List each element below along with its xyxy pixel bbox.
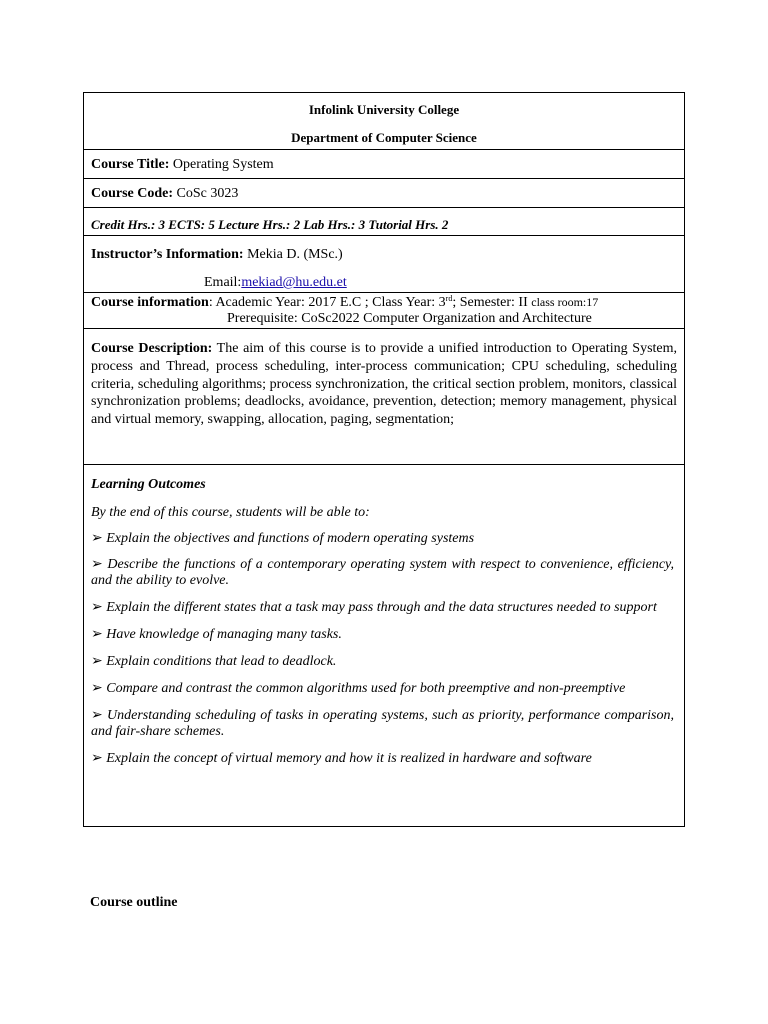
classroom-text: class room:17 bbox=[531, 295, 599, 309]
learning-outcomes-intro: By the end of this course, students will be able to: bbox=[91, 505, 370, 520]
course-code-value: CoSc 3023 bbox=[173, 186, 239, 201]
course-title-value: Operating System bbox=[169, 157, 274, 172]
credit-hours-row bbox=[84, 208, 684, 236]
list-item bbox=[91, 557, 674, 589]
learning-outcomes-title: Learning Outcomes bbox=[91, 477, 206, 492]
course-information-label: Course information bbox=[91, 295, 209, 310]
semester-text: ; Semester: II bbox=[452, 295, 532, 310]
course-description-row bbox=[84, 329, 684, 465]
outcome-text: Explain the different states that a task may pass through and the data structures needed to support bbox=[102, 600, 657, 615]
course-info-table bbox=[83, 92, 685, 827]
list-item bbox=[91, 600, 674, 616]
course-code-row bbox=[84, 179, 684, 208]
table-header bbox=[84, 93, 684, 150]
email-link[interactable]: mekiad@hu.edu.et bbox=[241, 275, 347, 290]
class-year-suffix: rd bbox=[445, 294, 453, 303]
institution-name: Infolink University College bbox=[308, 102, 460, 117]
learning-outcomes-section bbox=[84, 465, 684, 826]
academic-year-text: Academic Year: 2017 E.C ; Class Year: 3 bbox=[212, 295, 446, 310]
arrow-bullet-icon: ➢ bbox=[91, 681, 103, 696]
outcome-text: Describe the functions of a contemporary operating system with respect to convenience, efficiency, and the ability to evolve. bbox=[91, 557, 674, 588]
outcome-text: Explain the concept of virtual memory and how it is realized in hardware and software bbox=[102, 751, 592, 766]
learning-outcomes-list bbox=[91, 531, 674, 767]
instructor-line bbox=[91, 246, 343, 264]
arrow-bullet-icon: ➢ bbox=[91, 708, 103, 723]
course-description-label: Course Description: bbox=[91, 341, 213, 356]
list-item bbox=[91, 627, 674, 643]
department-name: Department of Computer Science bbox=[291, 130, 477, 145]
email-label: Email: bbox=[204, 275, 242, 290]
course-description-text: The aim of this course is to provide a unified introduction to Operating System, process and Thread, process scheduling, inter-process communication; CPU scheduling, scheduling criteria, scheduling algorithms; process synchronization, the critical section problem, monitors, classical synchronization problems; deadlocks, avoidance, prevention, detection; memory management, physical and virtual memory, swapping, allocation, paging, segmentation; bbox=[91, 341, 678, 428]
arrow-bullet-icon: ➢ bbox=[91, 654, 103, 669]
outcome-text: Understanding scheduling of tasks in operating systems, such as priority, performance comparison, and fair-share schemes. bbox=[91, 708, 674, 739]
instructor-name: Mekia D. (MSc.) bbox=[243, 247, 343, 262]
arrow-bullet-icon: ➢ bbox=[91, 600, 103, 615]
course-information-row bbox=[84, 293, 684, 329]
course-information-colon: : bbox=[208, 295, 213, 310]
credit-hours-text: Credit Hrs.: 3 ECTS: 5 Lecture Hrs.: 2 Lab Hrs.: 3 Tutorial Hrs. 2 bbox=[91, 217, 449, 232]
email-line bbox=[204, 274, 347, 292]
arrow-bullet-icon: ➢ bbox=[91, 531, 103, 546]
arrow-bullet-icon: ➢ bbox=[91, 557, 103, 572]
course-title-row bbox=[84, 150, 684, 179]
course-information-line bbox=[91, 294, 598, 311]
list-item bbox=[91, 708, 674, 740]
list-item bbox=[91, 531, 674, 547]
instructor-label: Instructor’s Information: bbox=[91, 247, 244, 262]
arrow-bullet-icon: ➢ bbox=[91, 751, 103, 766]
outcome-text: Compare and contrast the common algorithms used for both preemptive and non-preemptive bbox=[102, 681, 626, 696]
outcome-text: Explain conditions that lead to deadlock. bbox=[102, 654, 337, 669]
prerequisite-text: Prerequisite: CoSc2022 Computer Organization and Architecture bbox=[227, 311, 592, 326]
course-code-label: Course Code: bbox=[91, 186, 174, 201]
instructor-row bbox=[84, 236, 684, 293]
list-item bbox=[91, 654, 674, 670]
course-title-label: Course Title: bbox=[91, 157, 170, 172]
list-item bbox=[91, 681, 674, 697]
list-item bbox=[91, 751, 674, 767]
outcome-text: Have knowledge of managing many tasks. bbox=[102, 627, 342, 642]
arrow-bullet-icon: ➢ bbox=[91, 627, 103, 642]
course-outline-heading: Course outline bbox=[90, 895, 178, 910]
outcome-text: Explain the objectives and functions of modern operating systems bbox=[102, 531, 475, 546]
